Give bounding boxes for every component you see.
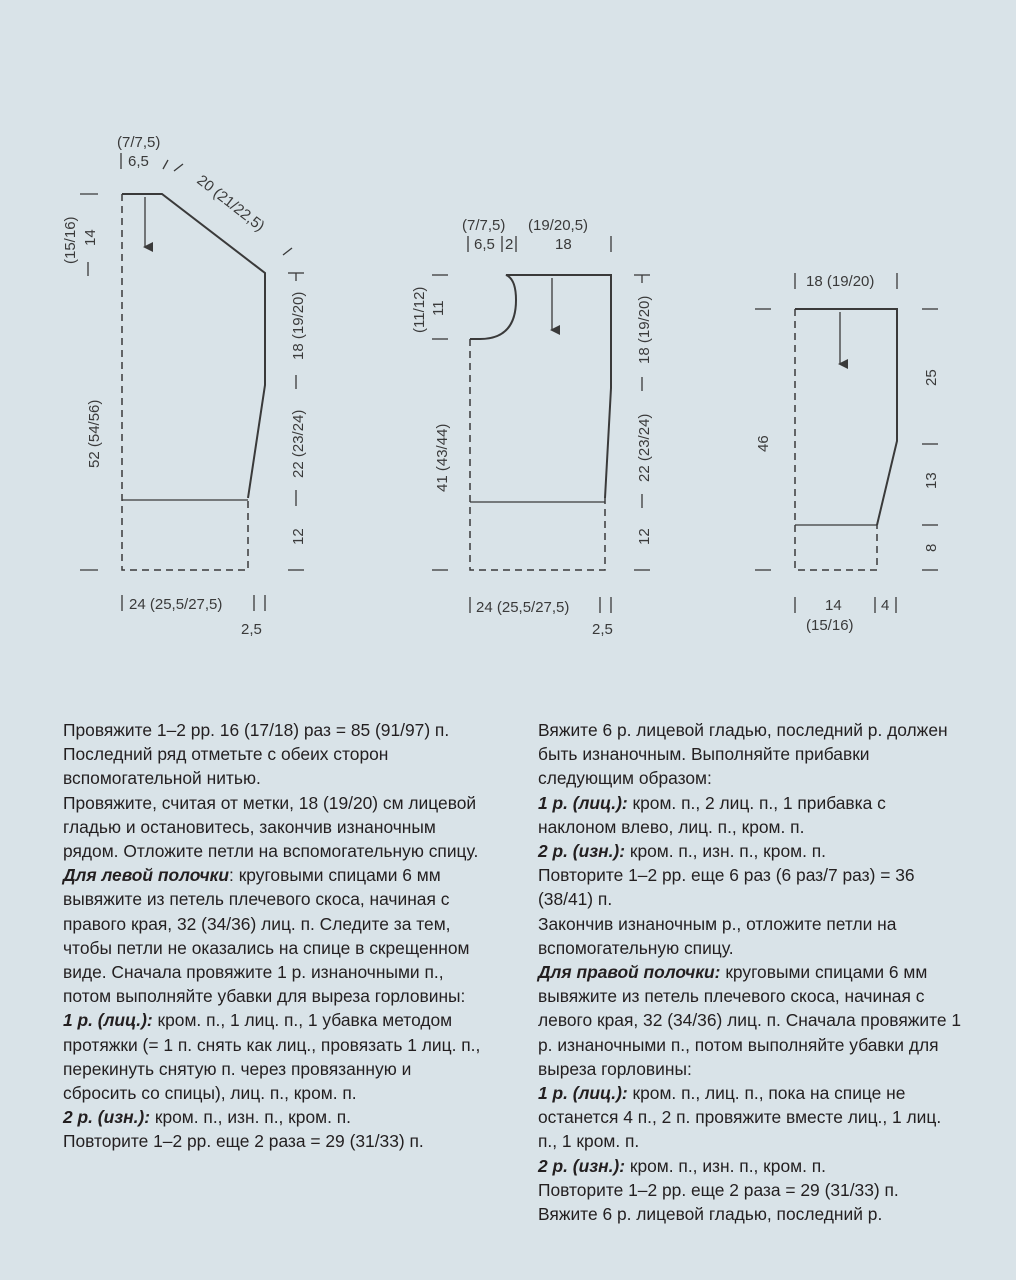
sleeve-upper-label: 25 (923, 369, 940, 386)
back-armhole-label: 18 (19/20) (290, 291, 307, 360)
sleeve-outline-dashed (795, 309, 877, 570)
front-width-label: 24 (25,5/27,5) (476, 599, 570, 616)
front-outline-top (470, 275, 611, 498)
front-edge-label: 2,5 (592, 621, 613, 638)
paragraph-text: кром. п., изн. п., кром. п. (150, 1107, 352, 1128)
paragraph-text: кром. п., изн. п., кром. п. (625, 1155, 827, 1176)
front-neck-small-label: 2 (505, 236, 514, 253)
paragraph (538, 1154, 962, 1178)
back-schematic (62, 134, 307, 638)
front-neck-depth: 11 (430, 300, 447, 316)
front-neck-outer-label: (7/7,5) (462, 217, 506, 234)
section-heading: Для правой полочки: (538, 962, 721, 983)
front-neck-depth-alt: (11/12) (411, 286, 428, 333)
paragraph-text: кром. п., изн. п., кром. п. (625, 841, 827, 862)
row-label: 2 р. (изн.): (538, 1155, 625, 1176)
front-outline-dashed (470, 339, 605, 570)
paragraph (538, 1081, 962, 1154)
back-shoulder-height-alt: (15/16) (62, 216, 79, 264)
sleeve-bottom-width-alt: (15/16) (806, 617, 854, 634)
paragraph: Провяжите, считая от метки, 18 (19/20) см лицевой гладью и остановитесь, закончив изнаночным рядом. Отложите петли на вспомогательную спицу. (63, 792, 479, 862)
sleeve-bottom-width-label: 14 (825, 597, 842, 614)
paragraph: Провяжите 1–2 рр. 16 (17/18) раз = 85 (91/97) п. Последний ряд отметьте с обеих сторон вспомогательной нитью. (63, 720, 450, 789)
sleeve-total-height: 46 (755, 435, 772, 452)
paragraph: Повторите 1–2 рр. еще 6 раз (6 раз/7 раз) = 36 (38/41) п. (538, 865, 915, 910)
front-schematic (411, 217, 653, 638)
paragraph: Вяжите 6 р. лицевой гладью, последний р. должен быть изнаночным. Выполняйте прибавки следующим образом: (538, 720, 948, 789)
front-armhole-label: 18 (19/20) (636, 295, 653, 364)
instructions-left-column (63, 718, 483, 1154)
paragraph: Вяжите 6 р. лицевой гладью, последний р. (538, 1204, 883, 1225)
paragraph (538, 791, 962, 839)
back-rib-label: 12 (290, 528, 307, 545)
back-width-label: 24 (25,5/27,5) (129, 596, 223, 613)
back-edge-label: 2,5 (241, 621, 262, 638)
back-side-label: 22 (23/24) (290, 409, 307, 478)
back-top-outer-label: (7/7,5) (117, 134, 161, 151)
sleeve-middle-label: 13 (923, 472, 940, 489)
front-side-label: 22 (23/24) (636, 413, 653, 482)
sleeve-outline-top (795, 309, 897, 525)
paragraph-text: кром. п., 1 лиц. п., 1 убавка методом протяжки (= 1 п. снять как лиц., провязать 1 лиц. п., перекинуть снятую п. через провязанную и сбросить со спицы), лиц. п., кром. п. (63, 1010, 481, 1104)
paragraph (538, 960, 962, 1081)
paragraph-text: круговыми спицами 6 мм вывяжите из петель плечевого скоса, начиная с левого края, 32 (34/36) лиц. п. Сначала провяжите 1 р. изнаночными п., потом выполняйте убавки для выреза горловины: (538, 962, 962, 1079)
sleeve-top-width-label: 18 (19/20) (806, 273, 875, 290)
front-total-height: 41 (43/44) (434, 423, 451, 492)
row-label: 1 р. (лиц.): (63, 1010, 153, 1031)
front-neck-inner-label: 6,5 (474, 236, 495, 253)
back-outline-top (122, 194, 265, 498)
back-shoulder-height: 14 (82, 229, 99, 246)
back-shoulder-tick-left (174, 164, 183, 171)
front-rib-label: 12 (636, 528, 653, 545)
back-total-height: 52 (54/56) (86, 399, 103, 468)
back-shoulder-tick-right (283, 248, 292, 255)
back-top-tick-right (163, 160, 168, 169)
row-label: 2 р. (изн.): (538, 841, 625, 862)
paragraph: Закончив изнаночным р., отложите петли на вспомогательную спицу. (538, 913, 897, 958)
paragraph (63, 1105, 483, 1129)
section-heading: Для левой полочки (63, 865, 230, 886)
paragraph-text: кром. п., 2 лиц. п., 1 прибавка с наклоном влево, лиц. п., кром. п. (538, 792, 886, 837)
back-shoulder-label: 20 (21/22,5) (193, 171, 268, 235)
row-label: 2 р. (изн.): (63, 1107, 150, 1128)
sleeve-schematic (755, 273, 940, 634)
sleeve-bottom-extra-label: 4 (881, 597, 890, 614)
back-outline-dashed (122, 194, 248, 570)
paragraph-text: кром. п., лиц. п., пока на спице не останется 4 п., 2 п. провяжите вместе лиц., 1 лиц. п., 1 кром. п. (538, 1083, 942, 1152)
paragraph (63, 1008, 483, 1105)
paragraph: Повторите 1–2 рр. еще 2 раза = 29 (31/33) п. (63, 1131, 424, 1152)
paragraph (63, 863, 483, 1008)
row-label: 1 р. (лиц.): (538, 792, 628, 813)
front-top-right-outer-label: (19/20,5) (528, 217, 589, 234)
paragraph (538, 839, 962, 863)
front-top-right-inner-label: 18 (555, 236, 572, 253)
paragraph: Повторите 1–2 рр. еще 2 раза = 29 (31/33) п. (538, 1179, 899, 1200)
instructions-right-column (538, 718, 962, 1226)
sleeve-cuff-label: 8 (923, 543, 940, 552)
back-top-inner-label: 6,5 (128, 153, 149, 170)
row-label: 1 р. (лиц.): (538, 1083, 628, 1104)
paragraph-text: : круговыми спицами 6 мм вывяжите из петель плечевого скоса, начиная с правого края, 32 (34/36) лиц. п. Следите за тем, чтобы петли не оказались на спице в скрещенном виде. Сначала провяжите 1 р. изнаночными п., потом выполняйте убавки для выреза горловины: (63, 865, 470, 1007)
